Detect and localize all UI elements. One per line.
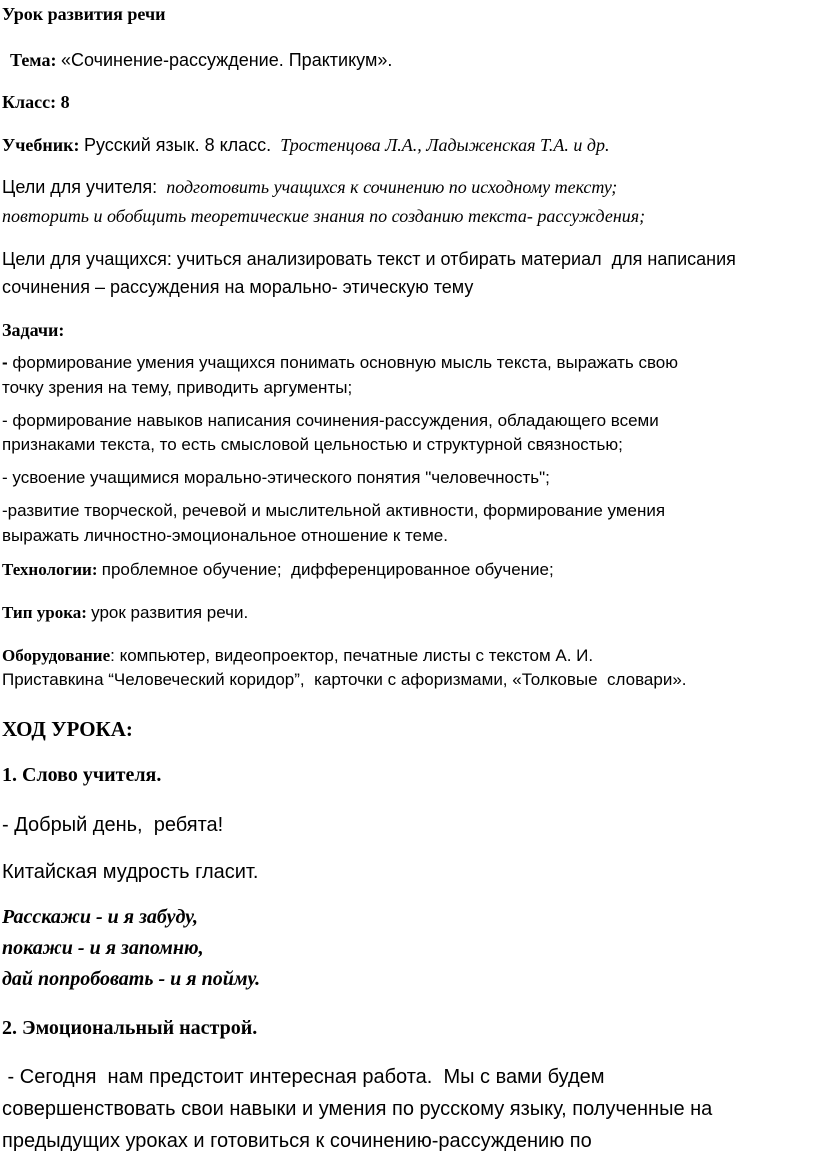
equipment-line-1 — [2, 646, 593, 666]
technologies-line — [2, 560, 554, 580]
task-item-2-line-1: - формирование навыков написания сочинения-рассуждения, обладающего всеми — [2, 411, 659, 430]
task-item-3: - усвоение учащимися морально-этического понятия "человечность"; — [2, 468, 550, 487]
technologies-value: проблемное обучение; дифференцированное обучение; — [101, 560, 554, 579]
teacher-goals-text-1: подготовить учащихся к сочинению по исходному тексту; — [166, 177, 618, 197]
textbook-authors: Тростенцова Л.А., Ладыженская Т.А. и др. — [280, 135, 610, 155]
lesson-type-line — [2, 603, 248, 623]
tasks-label: Задачи: — [2, 320, 65, 340]
quote-line-2: покажи - и я запомню, — [2, 937, 204, 959]
teacher-goals-line-1 — [2, 177, 617, 198]
textbook-line — [2, 135, 609, 156]
textbook-value: Русский язык. 8 класс. — [83, 135, 272, 155]
quote-line-1: Расскажи - и я забуду, — [2, 906, 198, 928]
quote-line-3: дай попробовать - и я пойму. — [2, 968, 261, 990]
equipment-label: Оборудование — [2, 646, 111, 665]
student-goals-line-2: сочинения – рассуждения на морально- этическую тему — [2, 277, 474, 297]
task-item-1-dash: - — [2, 353, 8, 372]
topic-value: «Сочинение-рассуждение. Практикум». — [60, 50, 393, 70]
task-item-1-line-2: точку зрения на тему, приводить аргументы; — [2, 378, 353, 397]
equipment-line-2: Приставкина “Человеческий коридор”, карточки с афоризмами, «Толковые словари». — [2, 670, 687, 689]
lesson-type-value: урок развития речи. — [91, 603, 249, 622]
task-item-4-line-1: -развитие творческой, речевой и мыслительной активности, формирование умения — [2, 501, 666, 520]
student-goals-line-1: Цели для учащихся: учиться анализировать текст и отбирать материал для написания — [2, 249, 736, 269]
equipment-text-1: : компьютер, видеопроектор, печатные листы с текстом А. И. — [110, 646, 594, 665]
paragraph-line-2: совершенствовать свои навыки и умения по русскому языку, полученные на — [2, 1098, 713, 1120]
textbook-label: Учебник: — [2, 135, 80, 155]
greeting-line: - Добрый день, ребята! — [2, 814, 224, 836]
teacher-goals-label: Цели для учителя: — [2, 177, 158, 197]
step-1-title: 1. Слово учителя. — [2, 764, 162, 786]
topic-line — [10, 50, 392, 71]
task-item-1-line-1 — [2, 353, 678, 373]
paragraph-line-1: - Сегодня нам предстоит интересная работа. Мы с вами будем — [2, 1066, 605, 1088]
task-item-2-line-2: признаками текста, то есть смысловой цельностью и структурной связностью; — [2, 435, 623, 454]
topic-label: Тема: — [10, 50, 57, 70]
lesson-type-label: Тип урока: — [2, 603, 87, 622]
paragraph-line-3: предыдущих уроках и готовиться к сочинению-рассуждению по — [2, 1130, 592, 1152]
grade-line: Класс: 8 — [2, 92, 70, 112]
document-title: Урок развития речи — [2, 4, 166, 24]
teacher-goals-text-2: повторить и обобщить теоретические знания по созданию текста- рассуждения; — [2, 206, 646, 226]
task-item-4-line-2: выражать личностно-эмоциональное отношение к теме. — [2, 526, 448, 545]
step-2-title: 2. Эмоциональный настрой. — [2, 1017, 258, 1039]
wisdom-intro-line: Китайская мудрость гласит. — [2, 861, 259, 883]
task-item-1-text: формирование умения учащихся понимать основную мысль текста, выражать свою — [7, 353, 679, 372]
lesson-heading: ХОД УРОКА: — [2, 717, 133, 741]
technologies-label: Технологии: — [2, 560, 98, 579]
